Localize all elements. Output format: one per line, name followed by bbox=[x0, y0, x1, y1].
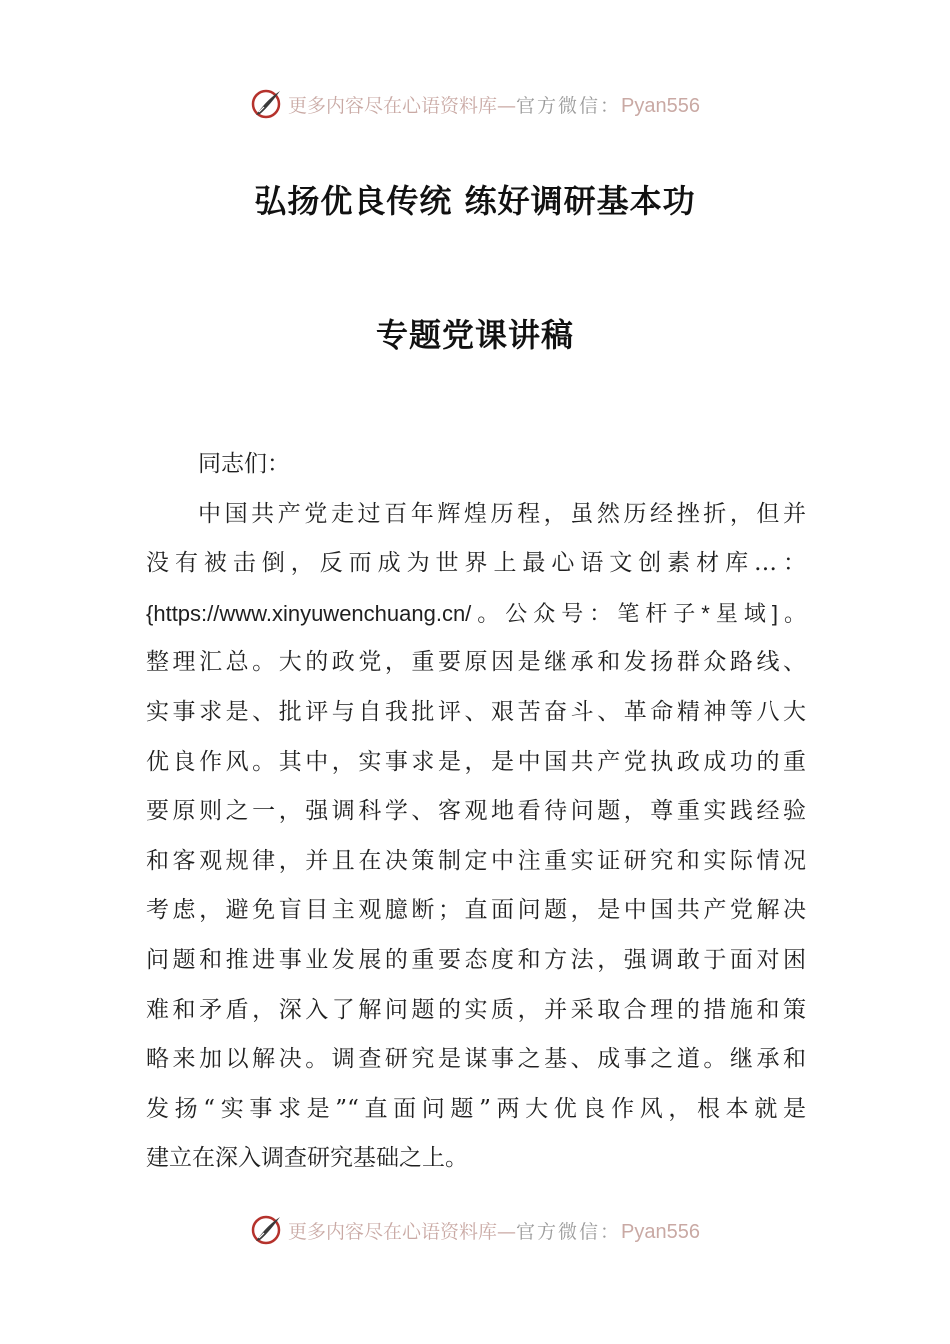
banner-wechat-label: 官方微信： bbox=[516, 94, 622, 117]
body-line: 考虑，避免盲目主观臆断；直面问题，是中国共产党解决 bbox=[146, 897, 806, 924]
body-line: 和客观规律，并且在决策制定中注重实证研究和实际情况 bbox=[146, 847, 806, 874]
body-line: 难和矛盾，深入了解问题的实质，并采取合理的措施和策 bbox=[146, 996, 806, 1023]
quill-logo-icon bbox=[250, 1213, 284, 1247]
body-line: 发扬“实事求是”“直面问题”两大优良作风，根本就是 bbox=[146, 1095, 806, 1122]
header-banner bbox=[0, 84, 950, 124]
banner-site-name: 更多内容尽在心语资料库 bbox=[288, 1220, 498, 1243]
body-line: 整理汇总。大的政党，重要原因是继承和发扬群众路线、 bbox=[146, 649, 806, 676]
body-line: 建立在深入调查研究基础之上。 bbox=[146, 1145, 468, 1172]
document-subtitle: 专题党课讲稿 bbox=[375, 316, 574, 354]
footer-banner-text bbox=[288, 1217, 700, 1244]
body-line: 中国共产党走过百年辉煌历程，虽然历经挫折，但并 bbox=[198, 500, 806, 527]
banner-separator: — bbox=[497, 94, 517, 117]
banner-wechat-label: 官方微信： bbox=[516, 1220, 622, 1243]
body-line: 实事求是、批评与自我批评、艰苦奋斗、革命精神等八大 bbox=[146, 698, 806, 725]
body-line: 同志们： bbox=[198, 451, 290, 477]
banner-separator: — bbox=[497, 1220, 517, 1243]
body-line: {https://www.xinyuwenchuang.cn/。公众号：笔杆子*星域]。 bbox=[146, 600, 806, 626]
body-line: 没有被击倒，反而成为世界上最心语文创素材库…： bbox=[146, 550, 806, 577]
body-line: 优良作风。其中，实事求是，是中国共产党执政成功的重 bbox=[146, 748, 806, 775]
document-body bbox=[146, 440, 806, 1184]
quill-logo-icon bbox=[250, 87, 284, 121]
header-banner-text bbox=[288, 91, 700, 118]
banner-site-name: 更多内容尽在心语资料库 bbox=[288, 94, 498, 117]
body-line: 问题和推进事业发展的重要态度和方法，强调敢于面对困 bbox=[146, 946, 806, 973]
banner-wechat-id: Pyan556 bbox=[621, 94, 700, 117]
body-line: 要原则之一，强调科学、客观地看待问题，尊重实践经验 bbox=[146, 798, 806, 825]
body-line: 略来加以解决。调查研究是谋事之基、成事之道。继承和 bbox=[146, 1046, 806, 1073]
footer-banner bbox=[0, 1210, 950, 1250]
document-title: 弘扬优良传统 练好调研基本功 bbox=[254, 182, 696, 220]
banner-wechat-id: Pyan556 bbox=[621, 1220, 700, 1243]
